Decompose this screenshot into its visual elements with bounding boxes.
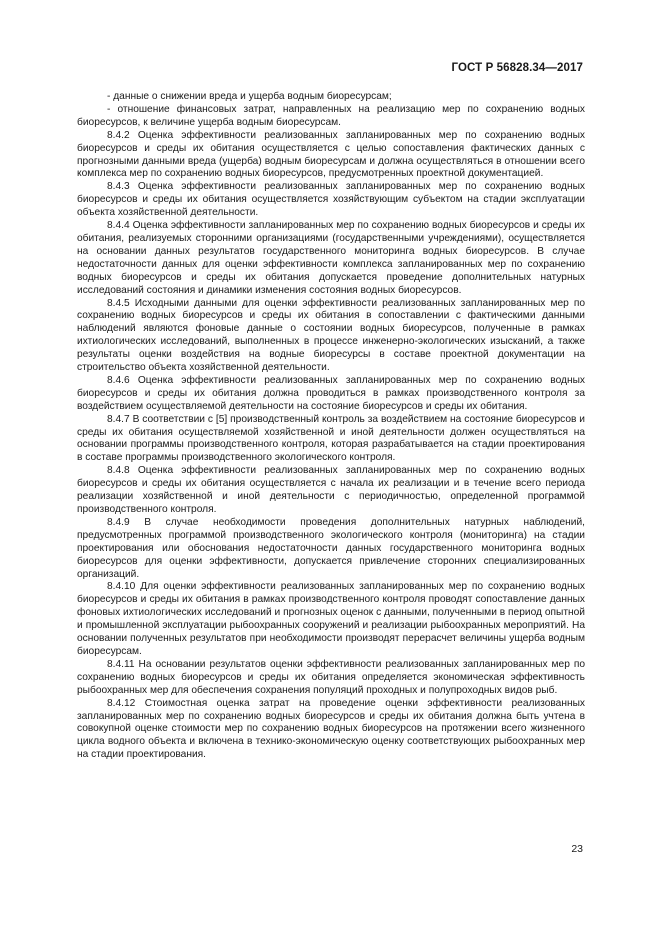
paragraph-8-4-8: 8.4.8 Оценка эффективности реализованных запланированных мер по сохранению водных биоресурсов и среды их обитания осуществляется с начала их реализации и в течение всего периода реализации хозяйственной и иной деятельности с периодичностью, определенной программой производственного контроля.	[77, 465, 585, 515]
paragraph-8-4-2: 8.4.2 Оценка эффективности реализованных запланированных мер по сохранению водных биоресурсов и среды их обитания осуществляется с целью сопоставления фактических данных с прогнозными данными вреда (ущерба) водным биоресурсам и должна осуществляться в отношении всего комплекса мер по сохранению водных биоресурсов, предусмотренных проектной документацией.	[77, 129, 585, 180]
paragraph-8-4-7: 8.4.7 В соответствии с [5] производственный контроль за воздействием на состояние биоресурсов и среды их обитания осуществляемой хозяйственной и иной деятельности должен осуществляться на основании программы производственного контроля, которая разрабатывается на стадии проектирования в составе программы производственного экологического контроля.	[77, 413, 585, 464]
document-body	[77, 91, 585, 762]
page-number: 23	[571, 843, 583, 855]
list-item: - отношение финансовых затрат, направленных на реализацию мер по сохранению водных биоресурсов, к величине ущерба водным биоресурсам.	[77, 103, 585, 128]
paragraph-8-4-6: 8.4.6 Оценка эффективности реализованных запланированных мер по сохранению водных биоресурсов и среды их обитания должна проводиться в рамках производственного контроля за воздействием осуществляемой деятельности на состояние биоресурсов и среды их обитания.	[77, 374, 585, 412]
paragraph-8-4-10: 8.4.10 Для оценки эффективности реализованных запланированных мер по сохранению водных биоресурсов и среды их обитания в рамках производственного контроля проводят сопоставление данных фоновых ихтиологических исследований и прогнозных оценок с данными, полученными в период опытной и промышленной эксплуатации рыбоохранных сооружений и реализации рыбоохранных мероприятий. На основании полученных результатов при необходимости производят перерасчет величины ущерба водным биоресурсам.	[77, 581, 585, 657]
paragraph-8-4-11: 8.4.11 На основании результатов оценки эффективности реализованных запланированных мер по сохранению водных биоресурсов и среды их обитания определяется экономическая эффективность рыбоохранных мер для обеспечения сохранения популяций проходных и полупроходных видов рыб.	[77, 658, 585, 696]
document-code: ГОСТ Р 56828.34—2017	[451, 62, 583, 74]
paragraph-8-4-3: 8.4.3 Оценка эффективности реализованных запланированных мер по сохранению водных биоресурсов и среды их обитания осуществляется хозяйствующим субъектом на стадии эксплуатации объекта хозяйственной деятельности.	[77, 181, 585, 219]
paragraph-8-4-5: 8.4.5 Исходными данными для оценки эффективности реализованных запланированных мер по сохранению водных биоресурсов и среды их обитания в сопоставлении с фактическими данными наблюдений являются фоновые данные о состоянии водных биоресурсов, полученные в рамках ихтиологических исследований, выполненных в процессе инженерно-экологических изысканий, а также результаты оценки воздействия на водные биоресурсы в составе проектной документации на строительство объекта хозяйственной деятельности.	[77, 297, 585, 374]
paragraph-8-4-4: 8.4.4 Оценка эффективности запланированных мер по сохранению водных биоресурсов и среды их обитания, реализуемых сторонними организациями (государственными учреждениями), осуществляется на основании данных результатов государственного мониторинга водных биоресурсов. В случае недостаточности данных для оценки эффективности комплекса запланированных мер по сохранению водных биоресурсов и среды их обитания допускается проведение дополнительных натурных исследований состояния и динамики изменения состояния водных биоресурсов.	[77, 220, 585, 296]
paragraph-8-4-12: 8.4.12 Стоимостная оценка затрат на проведение оценки эффективности реализованных запланированных мер по сохранению водных биоресурсов и среды их обитания должна быть учтена в совокупной оценке стоимости мер по сохранению водных биоресурсов на протяжении всего жизненного цикла водного объекта и включена в технико-экономическую оценку соответствующих рыбоохранных мер на стадии проектирования.	[77, 697, 585, 761]
paragraph-8-4-9: 8.4.9 В случае необходимости проведения дополнительных натурных наблюдений, предусмотренных программой производственного экологического контроля (мониторинга) на стадии проектирования или обоснования недостаточности данных государственного мониторинга водных биоресурсов для оценки эффективности, допускается привлечение сторонних специализированных организаций.	[77, 516, 585, 580]
list-item: - данные о снижении вреда и ущерба водным биоресурсам;	[107, 91, 392, 102]
